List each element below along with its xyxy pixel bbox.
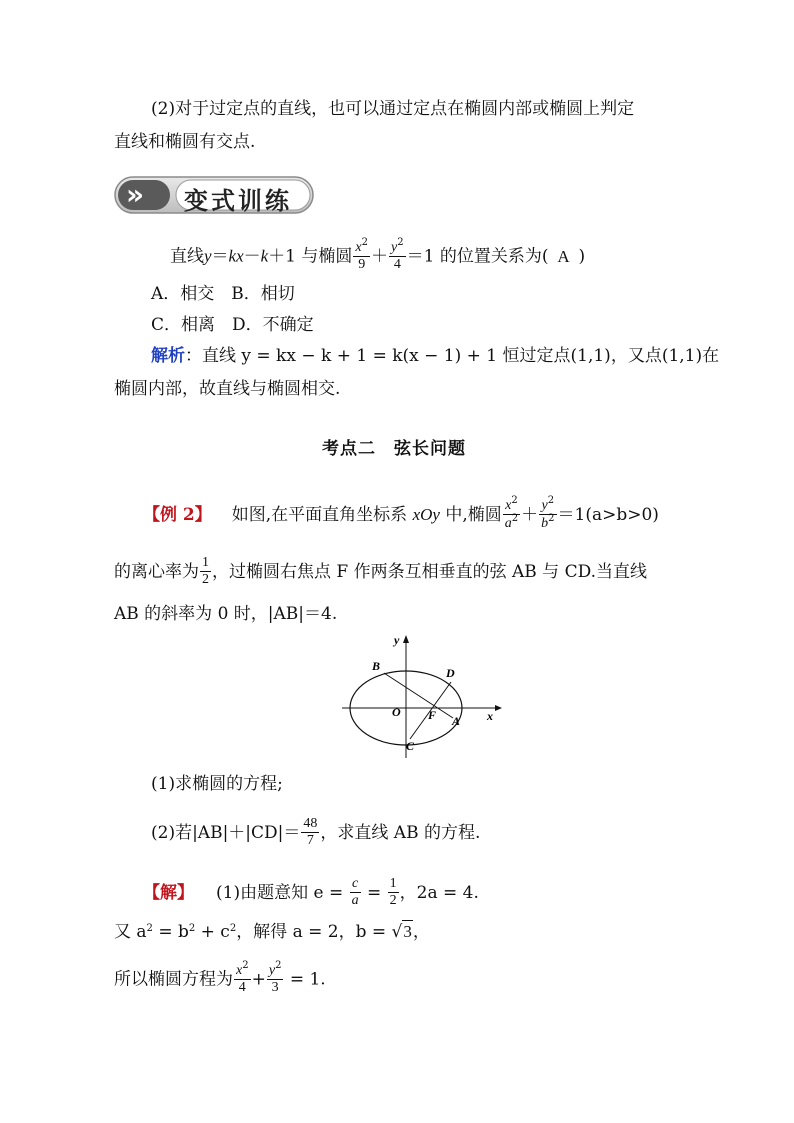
sqrt-sign: √ [391, 922, 403, 942]
question-line: 直线y＝kx－k＋1 与椭圆 $\frac{x^2}{9}$ ＋ $\frac{y^2}{4}$ ＝1 的位置关系为( A ) [170, 237, 586, 272]
analysis-line-2: 椭圆内部，故直线与椭圆相交. [114, 379, 341, 399]
example-line-3: AB 的斜率为 0 时，|AB|＝4. [114, 604, 338, 624]
part-1: (1)求椭圆的方程; [151, 774, 283, 794]
label-a: A [452, 714, 461, 728]
analysis-label: 解析 [151, 346, 185, 366]
label-c: C [406, 739, 415, 753]
chevron-icon: » [126, 178, 145, 211]
note-line-2: 直线和椭圆有交点. [114, 132, 256, 152]
answer-value: A [557, 246, 570, 266]
ellipse-figure [340, 630, 510, 760]
banner-title: 变式训练 [184, 187, 292, 215]
solution-tag: 【解】 [143, 883, 194, 903]
label-o: O [392, 705, 401, 719]
analysis-line-1: 解析：直线 y = kx − k + 1 = k(x − 1) + 1 恒过定点(1,1)，又点(1,1)在 [151, 346, 720, 366]
options-line-1: A．相交 B．相切 [151, 284, 295, 304]
label-b: B [372, 659, 381, 673]
solution-line-1: 【解】 (1)由题意知 e = $\frac{c}{a}$ = $\frac{1}{2}$ ，2a = 4. [143, 876, 479, 908]
label-d: D [446, 666, 455, 680]
x-axis-arrow [495, 705, 502, 711]
solution-line-3: 所以椭圆方程为 $\frac{x^2}{4}$ + $\frac{y^2}{3}$ = 1. [114, 960, 326, 995]
section-title: 考点二 弦长问题 [322, 439, 466, 459]
variant-training-banner [114, 176, 314, 214]
label-y: y [394, 633, 400, 647]
example-line-1: 【例 2】 如图,在平面直角坐标系 xOy 中,椭圆 $\frac{x^2}{a^2}$ ＋ $\frac{y^2}{b^2}$ ＝1(a>b>0) [143, 495, 659, 531]
solution-line-2: 又 $a^2 = b^2 + c^2$，解得 a = 2，b = √3， [114, 922, 430, 942]
y-axis-arrow [403, 635, 409, 643]
label-x: x [487, 709, 493, 723]
label-f: F [428, 708, 437, 722]
example-line-2: 的离心率为 $\frac{1}{2}$ ，过椭圆右焦点 F 作两条互相垂直的弦 AB 与 CD.当直线 [114, 555, 648, 587]
note-line-1: (2)对于过定点的直线，也可以通过定点在椭圆内部或椭圆上判定 [151, 99, 635, 119]
example-tag: 【例 2】 [143, 505, 212, 525]
part-2: (2)若|AB|＋|CD|＝ $\frac{48}{7}$ ，求直线 AB 的方程. [151, 816, 481, 848]
options-line-2: C．相离 D．不确定 [151, 315, 314, 335]
